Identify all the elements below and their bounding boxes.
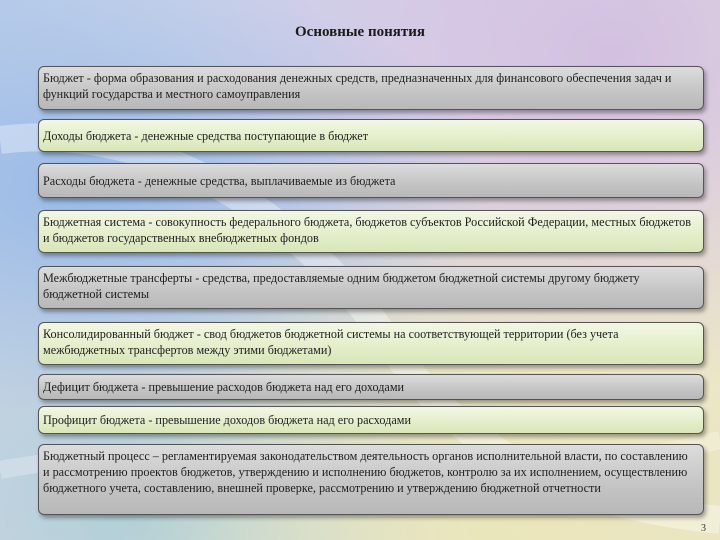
definition-budget-expenses: Расходы бюджета - денежные средства, выплачиваемые из бюджета xyxy=(38,163,704,198)
definition-consolidated-budget: Консолидированный бюджет - свод бюджетов бюджетной системы на соответствующей территории (без учета межбюджетных трансфертов между этими бюджетами) xyxy=(38,322,704,365)
definition-budget-system: Бюджетная система - совокупность федерального бюджета, бюджетов субъектов Российской Федерации, местных бюджетов и бюджетов государственных внебюджетных фондов xyxy=(38,210,704,253)
page-number: 3 xyxy=(701,523,706,534)
definition-budget-surplus: Профицит бюджета - превышение доходов бюджета над его расходами xyxy=(38,406,704,434)
definition-budget: Бюджет - форма образования и расходования денежных средств, предназначенных для финансового обеспечения задач и функций государства и местного самоуправления xyxy=(38,66,704,110)
definition-budget-process: Бюджетный процесс – регламентируемая законодательством деятельность органов исполнительной власти, по составлению и рассмотрению проектов бюджетов, утверждению и исполнению бюджетов, контролю за их исполнением, осуществлению бюджетного учета, составлению, внешней проверке, рассмотрению и утверждению бюджетной отчетности xyxy=(38,444,704,515)
definition-interbudget-transfers: Межбюджетные трансферты - средства, предоставляемые одним бюджетом бюджетной системы другому бюджету бюджетной системы xyxy=(38,266,704,309)
definition-budget-revenue: Доходы бюджета - денежные средства поступающие в бюджет xyxy=(38,119,704,152)
definition-budget-deficit: Дефицит бюджета - превышение расходов бюджета над его доходами xyxy=(38,374,704,400)
page-title: Основные понятия xyxy=(295,24,425,40)
